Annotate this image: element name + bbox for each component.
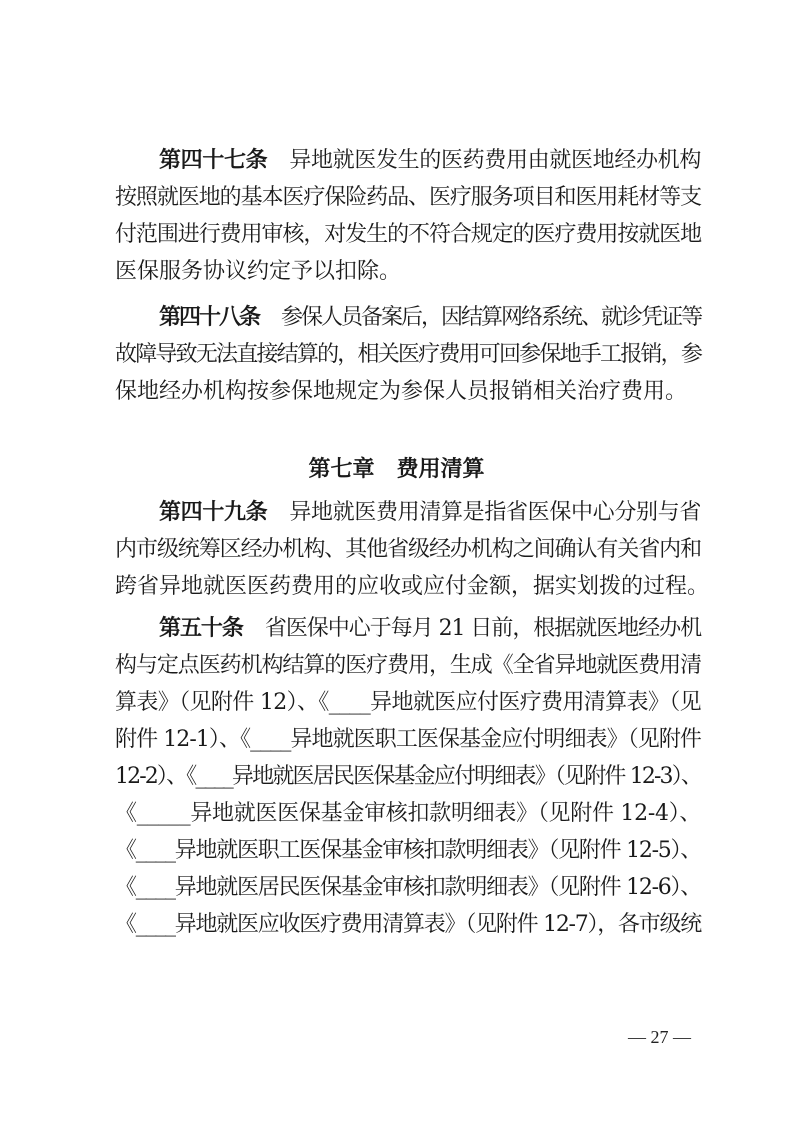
article-48-line-3: 保地经办机构按参保地规定为参保人员报销相关治疗费用。: [115, 379, 688, 404]
article-50-line-6: 《_____异地就医医保基金审核扣款明细表》（见附件 12-4）、: [115, 801, 702, 826]
chapter-title: 费用清算: [396, 457, 485, 482]
article-48-text: 参保人员备案后，因结算网络系统、就诊凭证等: [281, 305, 701, 330]
article-50-line-8: 《____异地就医居民医保基金审核扣款明细表》（见附件 12-6）、: [115, 875, 701, 900]
article-50-line-3: 算表》（见附件 12）、《____异地就医应付医疗费用清算表》（见: [115, 690, 701, 715]
chapter-number: 第七章: [308, 457, 375, 482]
article-47-line-4: 医保服务协议约定予以扣除。: [115, 259, 402, 284]
article-50-line-7: 《____异地就医职工医保基金审核扣款明细表》（见附件 12-5）、: [115, 838, 701, 863]
article-50-line-4: 附件 12-1）、《____异地就医职工医保基金应付明细表》（见附件: [115, 727, 701, 752]
article-50-line-2: 构与定点医药机构结算的医疗费用，生成《全省异地就医费用清: [115, 653, 701, 678]
article-48-title: 第四十八条: [159, 305, 260, 330]
article-50-line-5: 12-2）、《____异地就医居民医保基金应付明细表》（见附件 12-3）、: [115, 764, 701, 789]
article-49-text: 异地就医费用清算是指省医保中心分别与省: [289, 500, 701, 525]
page-number: — 27 —: [628, 1027, 691, 1047]
article-50-title: 第五十条: [159, 616, 243, 641]
article-47-line-1: [115, 142, 701, 179]
article-49-title: 第四十九条: [159, 500, 268, 525]
article-48-line-2: 故障导致无法直接结算的，相关医疗费用可回参保地手工报销，参: [115, 342, 701, 367]
article-47-title: 第四十七条: [159, 148, 268, 173]
article-50-text: 省医保中心于每月 21 日前，根据就医地经办机: [264, 616, 701, 641]
article-49-line-1: [115, 494, 701, 531]
article-50-line-1: [115, 610, 701, 647]
article-49-line-3: 跨省异地就医医药费用的应收或应付金额，据实划拨的过程。: [115, 574, 710, 599]
article-50-line-9: 《____异地就医应收医疗费用清算表》（见附件 12-7），各市级统: [115, 912, 701, 937]
chapter-heading: [0, 451, 793, 488]
article-47-line-3: 付范围进行费用审核，对发生的不符合规定的医疗费用按就医地: [115, 222, 701, 247]
article-49-line-2: 内市级统筹区经办机构、其他省级经办机构之间确认有关省内和: [115, 537, 701, 562]
article-48-line-1: [115, 299, 701, 336]
article-47-text: 异地就医发生的医药费用由就医地经办机构: [289, 148, 701, 173]
article-47-line-2: 按照就医地的基本医疗保险药品、医疗服务项目和医用耗材等支: [115, 185, 701, 210]
